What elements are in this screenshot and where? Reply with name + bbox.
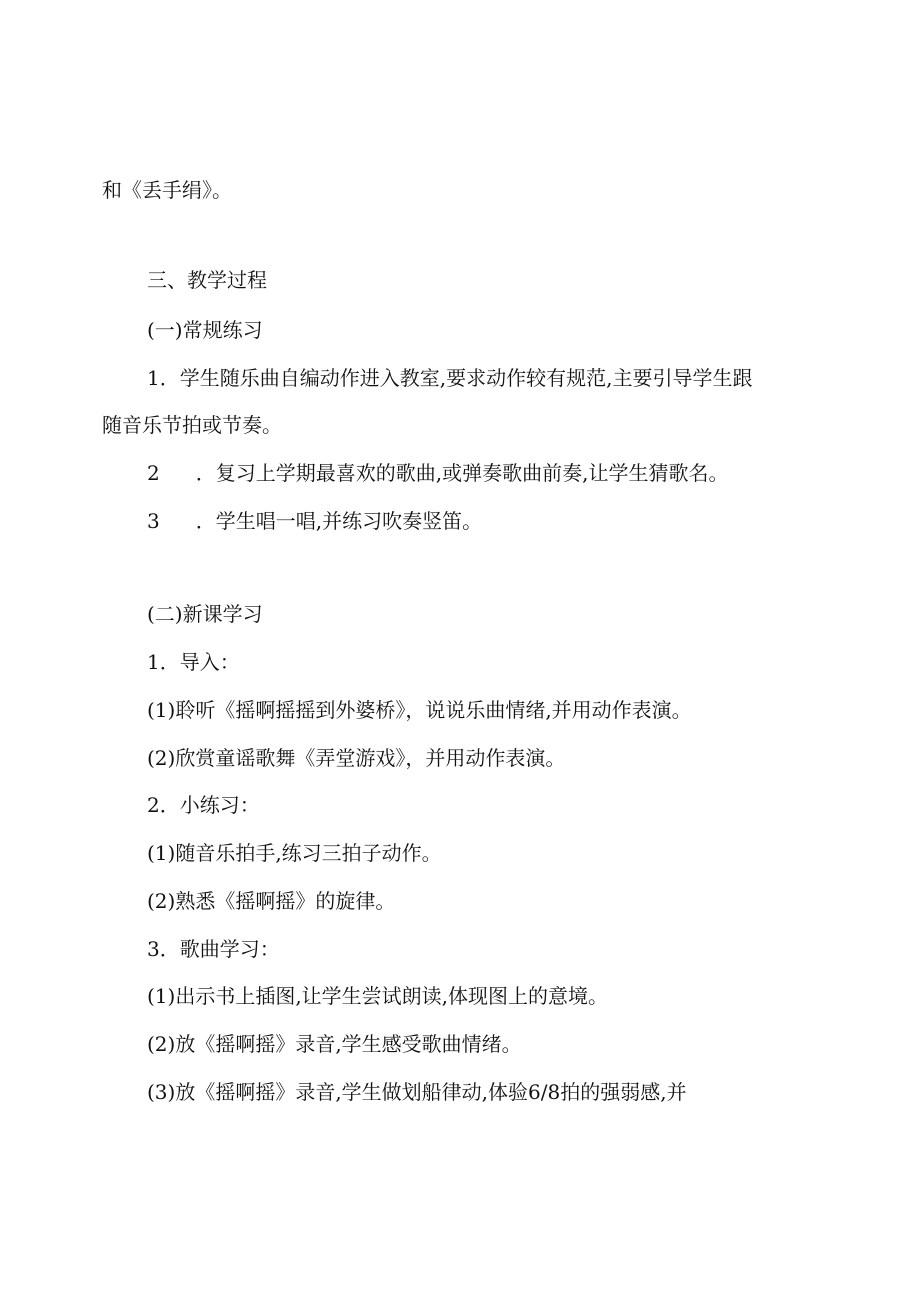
list-item-text: ．学生唱一唱,并练习吹奏竖笛。 xyxy=(195,509,483,533)
list-item-line: (2)熟悉《摇啊摇》的旋律。 xyxy=(147,889,396,913)
list-item-line xyxy=(147,511,482,531)
list-item-line: (2)欣赏童谣歌舞《弄堂游戏》，并用动作表演。 xyxy=(147,746,566,770)
list-item-line: 2．小练习： xyxy=(147,793,260,817)
list-item-text: ．复习上学期最喜欢的歌曲,或弹奏歌曲前奏,让学生猜歌名。 xyxy=(195,461,729,485)
section-heading: 三、教学过程 xyxy=(147,268,267,292)
list-item-line: (1)出示书上插图,让学生尝试朗读,体现图上的意境。 xyxy=(147,984,609,1008)
list-number: 2 xyxy=(147,461,160,485)
list-item-line: (1)随音乐拍手,练习三拍子动作。 xyxy=(147,841,442,865)
list-item-line: (2)放《摇啊摇》录音,学生感受歌曲情绪。 xyxy=(147,1032,522,1056)
list-item-line: (3)放《摇啊摇》录音,学生做划船律动,体验6/8拍的强弱感,并 xyxy=(147,1080,687,1104)
subsection-heading: (一)常规练习 xyxy=(147,318,263,342)
list-item-line: (1)聆听《摇啊摇摇到外婆桥》，说说乐曲情绪,并用动作表演。 xyxy=(147,698,692,722)
paragraph-line: 和《丢手绢》。 xyxy=(102,178,232,202)
list-item-line: 1．导入： xyxy=(147,650,240,674)
list-item-continuation: 随音乐节拍或节奏。 xyxy=(102,413,282,437)
list-item-line xyxy=(147,463,728,483)
list-item-line: 1．学生随乐曲自编动作进入教室,要求动作较有规范,主要引导学生跟 xyxy=(147,366,753,390)
list-item-line: 3．歌曲学习： xyxy=(147,937,280,961)
subsection-heading: (二)新课学习 xyxy=(147,602,263,626)
list-number: 3 xyxy=(147,509,160,533)
